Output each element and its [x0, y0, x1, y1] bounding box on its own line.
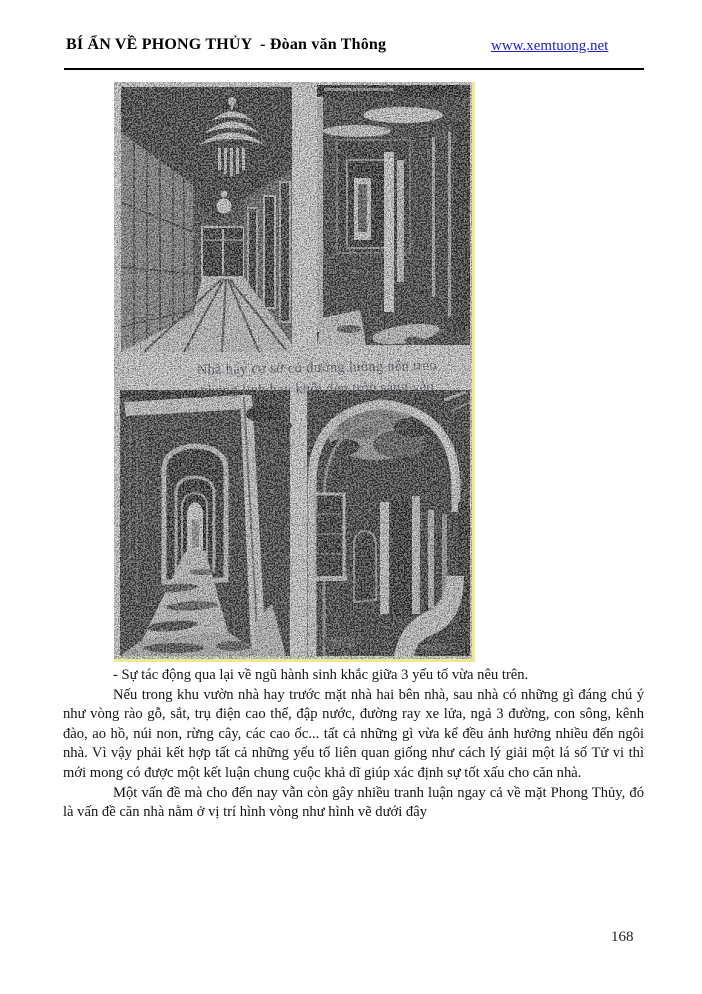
- page-title: BÍ ẨN VỀ PHONG THỦY - Đòan văn Thông: [66, 36, 387, 53]
- paragraph-factors: Nếu trong khu vườn nhà hay trước mặt nhà hai bên nhà, sau nhà có những gì đáng chú ý như vòng rào gỗ, sắt, trụ điện cao thế, đập nước, đường ray xe lửa, ngả 3 đường, con sông, kênh đào, ao hồ, núi non, rừng cây, các cao ốc... tất cả những gì vừa kể đều ảnh hưởng nhiều đến ngôi nhà. Vì vậy phải kết hợp tất cả những yếu tố liên quan giống như cách lý giải một lá số Tử vi thì mới mong có được một kết luận chung cuộc khả dĩ giúp xác định sự tốt xấu cho căn nhà.: [63, 686, 644, 781]
- paragraph-debate: Một vấn đề mà cho đến nay vẫn còn gây nhiều tranh luận ngay cả về mặt Phong Thủy, đó là vấn đề căn nhà nằm ở vị trí hình vòng như hình vẽ dưới đây: [63, 784, 644, 821]
- header-divider: [64, 68, 644, 70]
- scan-noise-light: [114, 82, 475, 662]
- scan-accent-bottom: [114, 659, 475, 662]
- paragraph-note: - Sự tác động qua lại về ngũ hành sinh khắc giữa 3 yếu tố vừa nêu trên.: [113, 667, 529, 683]
- scanned-figure: [114, 82, 475, 662]
- corridor-collage-image: [114, 82, 475, 662]
- scan-accent-right: [472, 82, 475, 662]
- website-link[interactable]: www.xemtuong.net: [491, 38, 609, 54]
- page-number: 168: [611, 929, 634, 945]
- body-text: [63, 666, 644, 823]
